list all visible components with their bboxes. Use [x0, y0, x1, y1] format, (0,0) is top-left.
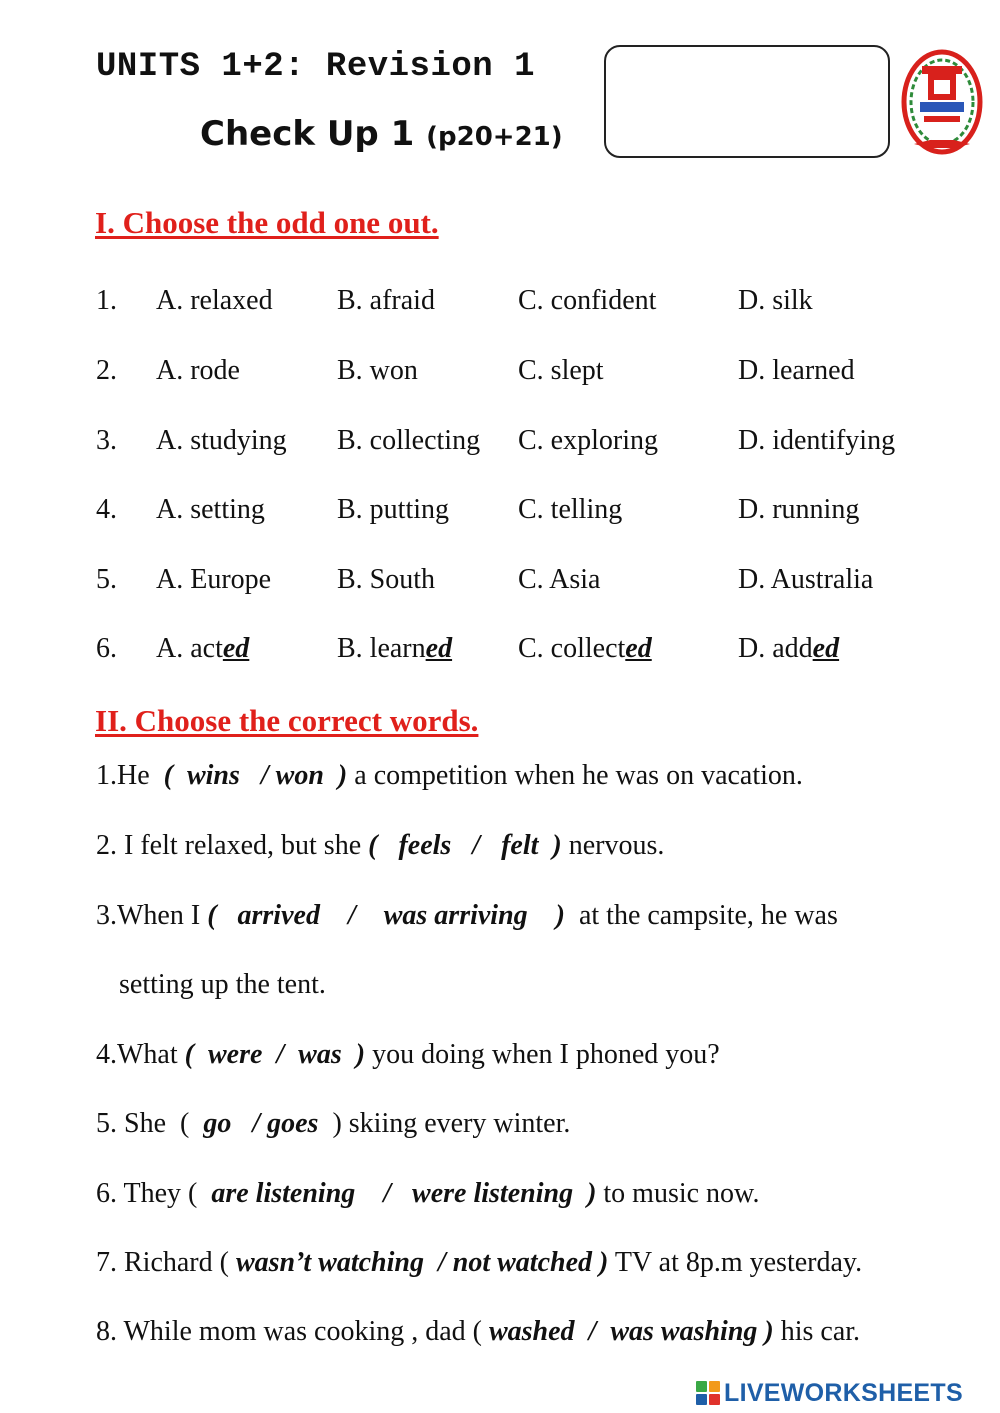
- option-b[interactable]: B. collecting: [337, 425, 481, 456]
- question-row-1: [0, 285, 1000, 325]
- question-row-3: [0, 425, 1000, 465]
- option-a[interactable]: A. relaxed: [156, 285, 273, 316]
- option-b-base: B. learn: [337, 633, 426, 664]
- option-b[interactable]: B. won: [337, 355, 418, 386]
- question-number: 4.: [96, 494, 117, 525]
- option-b[interactable]: [337, 633, 452, 665]
- option-c[interactable]: C. exploring: [518, 425, 658, 456]
- sentence-8-end: his car.: [773, 1316, 861, 1347]
- sentence-2: [96, 830, 664, 862]
- question-number: 1.: [96, 285, 117, 316]
- liveworksheets-brand: LIVEWORKSHEETS: [724, 1378, 963, 1407]
- question-number: 2.: [96, 355, 117, 386]
- liveworksheets-footer: [696, 1377, 996, 1409]
- sentence-1-end: a competition when he was on vacation.: [354, 760, 803, 791]
- sentence-3-choice[interactable]: ( arrived / was arriving ): [207, 900, 565, 931]
- option-a-suffix: ed: [222, 633, 250, 664]
- sentence-8-choice[interactable]: washed / was washing ): [488, 1316, 774, 1347]
- option-c[interactable]: C. telling: [518, 494, 623, 525]
- worksheet-title: UNITS 1+2: Revision 1: [96, 48, 535, 86]
- option-c-base: C. collect: [518, 633, 626, 664]
- question-row-6: [0, 633, 1000, 673]
- sentence-7-end: TV at 8p.m yesterday.: [608, 1247, 863, 1278]
- section-2-heading: II. Choose the correct words.: [95, 703, 479, 738]
- option-b[interactable]: B. afraid: [337, 285, 435, 316]
- question-row-5: [0, 564, 1000, 604]
- sentence-7-choice[interactable]: wasn’t watching / not watched ): [235, 1247, 609, 1278]
- sentence-8: [96, 1316, 860, 1348]
- sentence-2-start: 2. I felt relaxed, but she: [96, 830, 369, 861]
- option-a[interactable]: A. setting: [156, 494, 265, 525]
- sentence-1-choice[interactable]: ( wins / won ): [156, 760, 355, 791]
- subtitle-pages: (p20+21): [426, 122, 563, 152]
- option-d[interactable]: D. identifying: [738, 425, 896, 456]
- sentence-2-choice[interactable]: ( feels / felt ): [368, 830, 562, 861]
- sentence-7-start: 7. Richard (: [96, 1247, 236, 1278]
- option-d[interactable]: D. Australia: [738, 564, 874, 595]
- question-row-2: [0, 355, 1000, 395]
- sentence-3-end: at the campsite, he was: [564, 900, 838, 931]
- sentence-7: [96, 1247, 862, 1279]
- sentence-5-start: 5. She (: [96, 1108, 204, 1139]
- option-b-suffix: ed: [425, 633, 453, 664]
- sentence-4-choice[interactable]: ( were / was ): [184, 1039, 366, 1070]
- option-a[interactable]: A. rode: [156, 355, 240, 386]
- sentence-4-end: you doing when I phoned you?: [365, 1039, 720, 1070]
- sentence-5-end: ) skiing every winter.: [318, 1108, 571, 1139]
- option-d[interactable]: [738, 633, 839, 665]
- question-number: 3.: [96, 425, 117, 456]
- sentence-1: [96, 760, 803, 792]
- option-d-suffix: ed: [812, 633, 840, 664]
- option-a[interactable]: A. studying: [156, 425, 287, 456]
- option-b[interactable]: B. putting: [337, 494, 450, 525]
- question-row-4: [0, 494, 1000, 534]
- subtitle-text: Check Up 1: [200, 114, 415, 154]
- sentence-3-start: 3.When I: [96, 900, 208, 931]
- sentence-1-start: 1.He: [96, 760, 157, 791]
- sentence-3: [96, 900, 838, 932]
- sentence-4: [96, 1039, 720, 1071]
- question-number: 6.: [96, 633, 117, 664]
- option-d[interactable]: D. learned: [738, 355, 855, 386]
- sentence-5-choice[interactable]: go / goes: [203, 1108, 319, 1139]
- option-c[interactable]: [518, 633, 652, 665]
- option-b[interactable]: B. South: [337, 564, 436, 595]
- option-d[interactable]: D. silk: [738, 285, 813, 316]
- student-name-box[interactable]: [604, 45, 890, 158]
- option-d[interactable]: D. running: [738, 494, 860, 525]
- sentence-4-start: 4.What: [96, 1039, 185, 1070]
- option-c[interactable]: C. Asia: [518, 564, 601, 595]
- sentence-6-choice[interactable]: are listening / were listening ): [211, 1178, 597, 1209]
- option-a[interactable]: A. Europe: [156, 564, 272, 595]
- option-a-base: A. act: [156, 633, 223, 664]
- liveworksheets-logo-icon: [696, 1381, 720, 1405]
- school-crest-logo: [900, 44, 984, 160]
- question-number: 5.: [96, 564, 117, 595]
- sentence-8-start: 8. While mom was cooking , dad (: [96, 1316, 489, 1347]
- sentence-3-continuation: setting up the tent.: [119, 969, 326, 1000]
- option-a[interactable]: [156, 633, 249, 665]
- sentence-6-start: 6. They (: [96, 1178, 212, 1209]
- sentence-6-end: to music now.: [596, 1178, 760, 1209]
- option-c[interactable]: C. slept: [518, 355, 604, 386]
- section-1-heading: I. Choose the odd one out.: [95, 205, 439, 240]
- sentence-6: [96, 1178, 759, 1210]
- sentence-5: [96, 1108, 570, 1140]
- option-c-suffix: ed: [625, 633, 652, 664]
- sentence-2-end: nervous.: [561, 830, 665, 861]
- option-d-base: D. add: [738, 633, 813, 664]
- worksheet-subtitle: [200, 114, 563, 154]
- option-c[interactable]: C. confident: [518, 285, 657, 316]
